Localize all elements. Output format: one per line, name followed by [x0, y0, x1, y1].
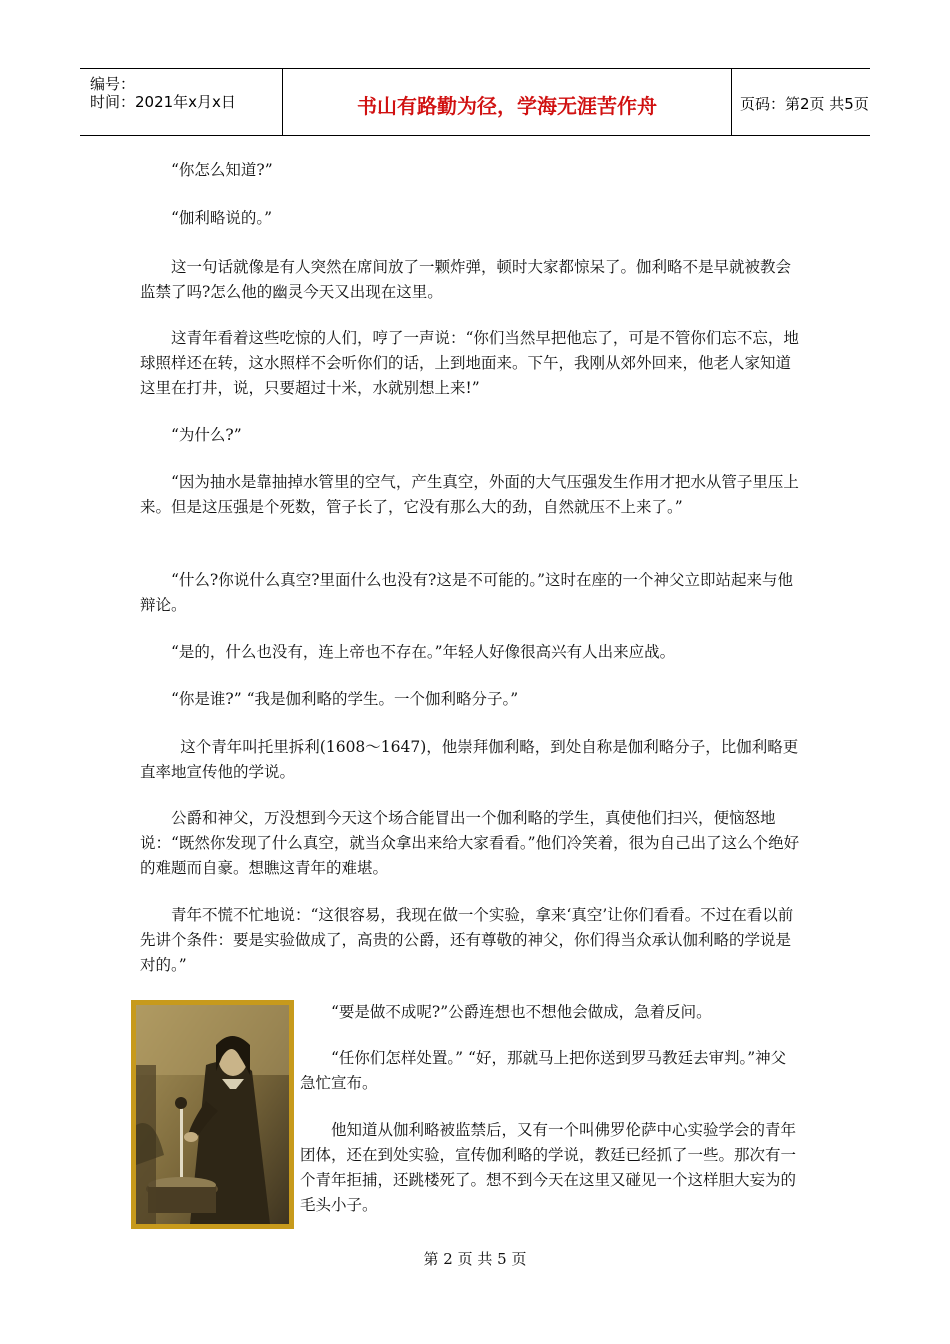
paragraph: “因为抽水是靠抽掉水管里的空气，产生真空，外面的大气压强发生作用才把水从管子里压上来。但是这压强是个死数，管子长了，它没有那么大的劲，自然就压不上来了。” [140, 473, 799, 516]
page-footer-number: 第 2 页 共 5 页 [423, 1250, 527, 1268]
paragraph: “伽利略说的。” [171, 209, 273, 227]
torricelli-portrait-image [131, 1000, 294, 1229]
paragraph: 他知道从伽利略被监禁后，又有一个叫佛罗伦萨中心实验学会的青年团体，还在到处实验，宣传伽利略的学说，教廷已经抓了一些。那次有一个青年拒捕，还跳楼死了。想不到今天在这里又碰见一个这样胆大妄为的毛头小子。 [300, 1121, 797, 1214]
header-page-number: 页码：第2页 共5页 [740, 95, 869, 113]
paragraph: 青年不慌不忙地说：“这很容易，我现在做一个实验，拿来‘真空’让你们看看。不过在看以前先讲个条件：要是实验做成了，高贵的公爵，还有尊敬的神父，你们得当众承认伽利略的学说是对的。” [140, 906, 794, 974]
header-motto: 书山有路勤为径，学海无涯苦作舟 [357, 94, 657, 118]
paragraph: 这个青年叫托里拆利(1608～1647)，他崇拜伽利略，到处自称是伽利略分子，比伽利略更直率地宣传他的学说。 [140, 738, 799, 781]
paragraph: “任你们怎样处置。” “好，那就马上把你送到罗马教廷去审判。”神父急忙宣布。 [300, 1049, 787, 1092]
paragraph: “你是谁?” “我是伽利略的学生。一个伽利略分子。” [171, 690, 519, 708]
document-id-label: 编号： [90, 75, 136, 93]
paragraph: “为什么?” [171, 426, 242, 444]
paragraph: “你怎么知道?” [171, 161, 273, 179]
header-motto-cell [282, 69, 732, 135]
page-header [80, 68, 870, 136]
header-meta-cell [80, 69, 282, 135]
paragraph: 这青年看着这些吃惊的人们，哼了一声说：“你们当然早把他忘了，可是不管你们忘不忘，地球照样还在转，这水照样不会听你们的话，上到地面来。下午，我刚从郊外回来，他老人家知道这里在打井，说，只要超过十米，水就别想上来!” [140, 329, 799, 397]
paragraph: “是的，什么也没有，连上帝也不存在。”年轻人好像很高兴有人出来应战。 [171, 643, 676, 661]
document-time-label: 时间：2021年x月x日 [90, 93, 236, 111]
paragraph: 这一句话就像是有人突然在席间放了一颗炸弹，顿时大家都惊呆了。伽利略不是早就被教会监禁了吗?怎么他的幽灵今天又出现在这里。 [140, 258, 792, 301]
paragraph: 公爵和神父，万没想到今天这个场合能冒出一个伽利略的学生，真使他们扫兴，便恼怒地说：“既然你发现了什么真空，就当众拿出来给大家看看。”他们冷笑着，很为自己出了这么个绝好的难题而自豪。想瞧这青年的难堪。 [140, 809, 800, 877]
paragraph: “要是做不成呢?”公爵连想也不想他会做成，急着反问。 [331, 1003, 712, 1021]
paragraph: “什么?你说什么真空?里面什么也没有?这是不可能的。”这时在座的一个神父立即站起来与他辩论。 [140, 571, 794, 614]
header-page-cell [732, 69, 870, 135]
